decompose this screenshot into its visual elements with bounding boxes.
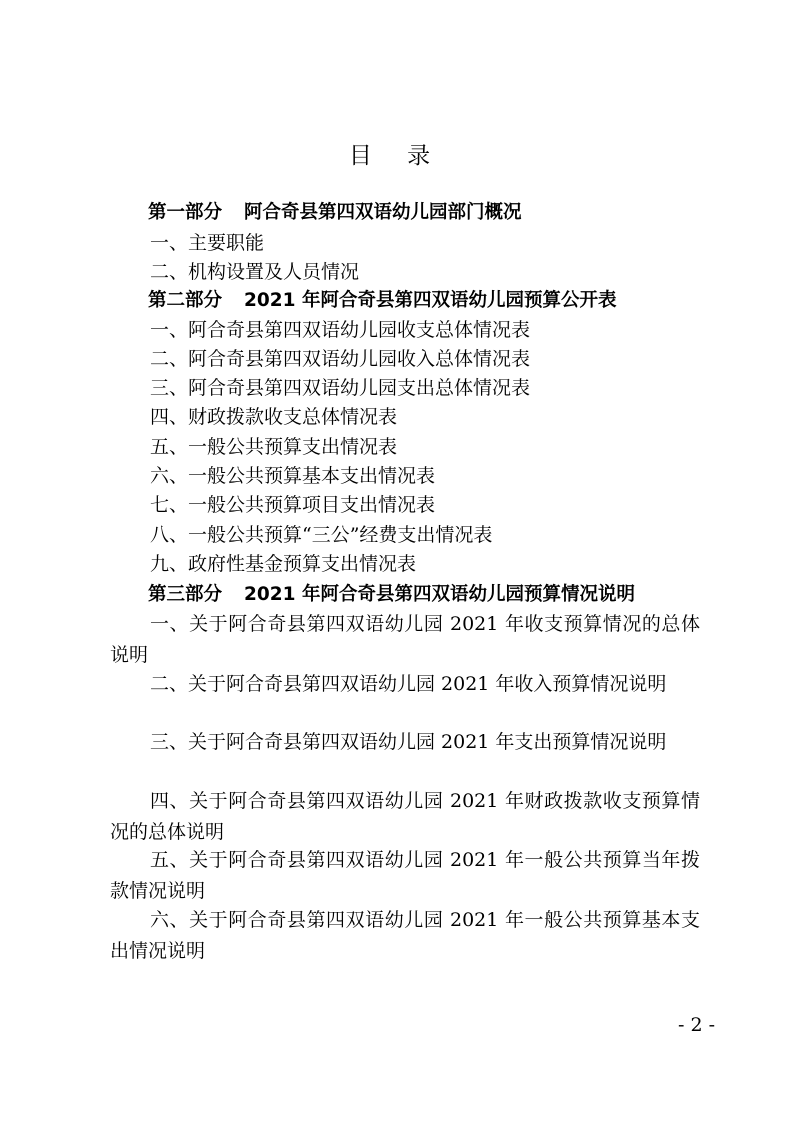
part-2-item-6: 六、一般公共预算基本支出情况表 xyxy=(150,465,436,487)
part-3-item-2: 二、关于阿合奇县第四双语幼儿园 2021 年收入预算情况说明 xyxy=(150,673,667,695)
part-2-item-4: 四、财政拨款收支总体情况表 xyxy=(150,406,398,428)
part-2-item-2: 二、阿合奇县第四双语幼儿园收入总体情况表 xyxy=(150,348,531,370)
part-2-item-1: 一、阿合奇县第四双语幼儿园收支总体情况表 xyxy=(150,319,531,341)
part-2-item-5: 五、一般公共预算支出情况表 xyxy=(150,436,398,458)
part-3-item-3: 三、关于阿合奇县第四双语幼儿园 2021 年支出预算情况说明 xyxy=(150,731,667,753)
part-3-heading xyxy=(148,580,635,610)
part-2-item-3: 三、阿合奇县第四双语幼儿园支出总体情况表 xyxy=(150,377,531,399)
part-1-item-2: 二、机构设置及人员情况 xyxy=(150,261,360,283)
part-3-item-4: 四、关于阿合奇县第四双语幼儿园 2021 年财政拨款收支预算情况的总体说明 xyxy=(110,790,700,843)
part-2-item-9: 九、政府性基金预算支出情况表 xyxy=(150,553,417,575)
part-1-label: 第一部分 xyxy=(148,202,223,223)
part-2-label: 第二部分 xyxy=(148,290,223,311)
part-3-item-6: 六、关于阿合奇县第四双语幼儿园 2021 年一般公共预算基本支出情况说明 xyxy=(110,909,700,962)
part-2-title: 2021 年阿合奇县第四双语幼儿园预算公开表 xyxy=(244,290,617,311)
part-1-heading xyxy=(148,198,522,228)
part-1-title: 阿合奇县第四双语幼儿园部门概况 xyxy=(244,202,522,223)
part-1-item-1: 一、主要职能 xyxy=(150,232,265,254)
page-number: - 2 - xyxy=(677,1014,715,1036)
part-3-item-5: 五、关于阿合奇县第四双语幼儿园 2021 年一般公共预算当年拨款情况说明 xyxy=(110,849,700,902)
part-3-label: 第三部分 xyxy=(148,584,223,605)
part-3-item-1: 一、关于阿合奇县第四双语幼儿园 2021 年收支预算情况的总体说明 xyxy=(110,613,700,666)
part-3-title: 2021 年阿合奇县第四双语幼儿园预算情况说明 xyxy=(244,584,635,605)
part-2-item-7: 七、一般公共预算项目支出情况表 xyxy=(150,494,436,516)
toc-title: 目 录 xyxy=(348,143,445,169)
part-2-item-8: 八、一般公共预算“三公”经费支出情况表 xyxy=(150,524,493,546)
part-2-heading xyxy=(148,286,616,316)
